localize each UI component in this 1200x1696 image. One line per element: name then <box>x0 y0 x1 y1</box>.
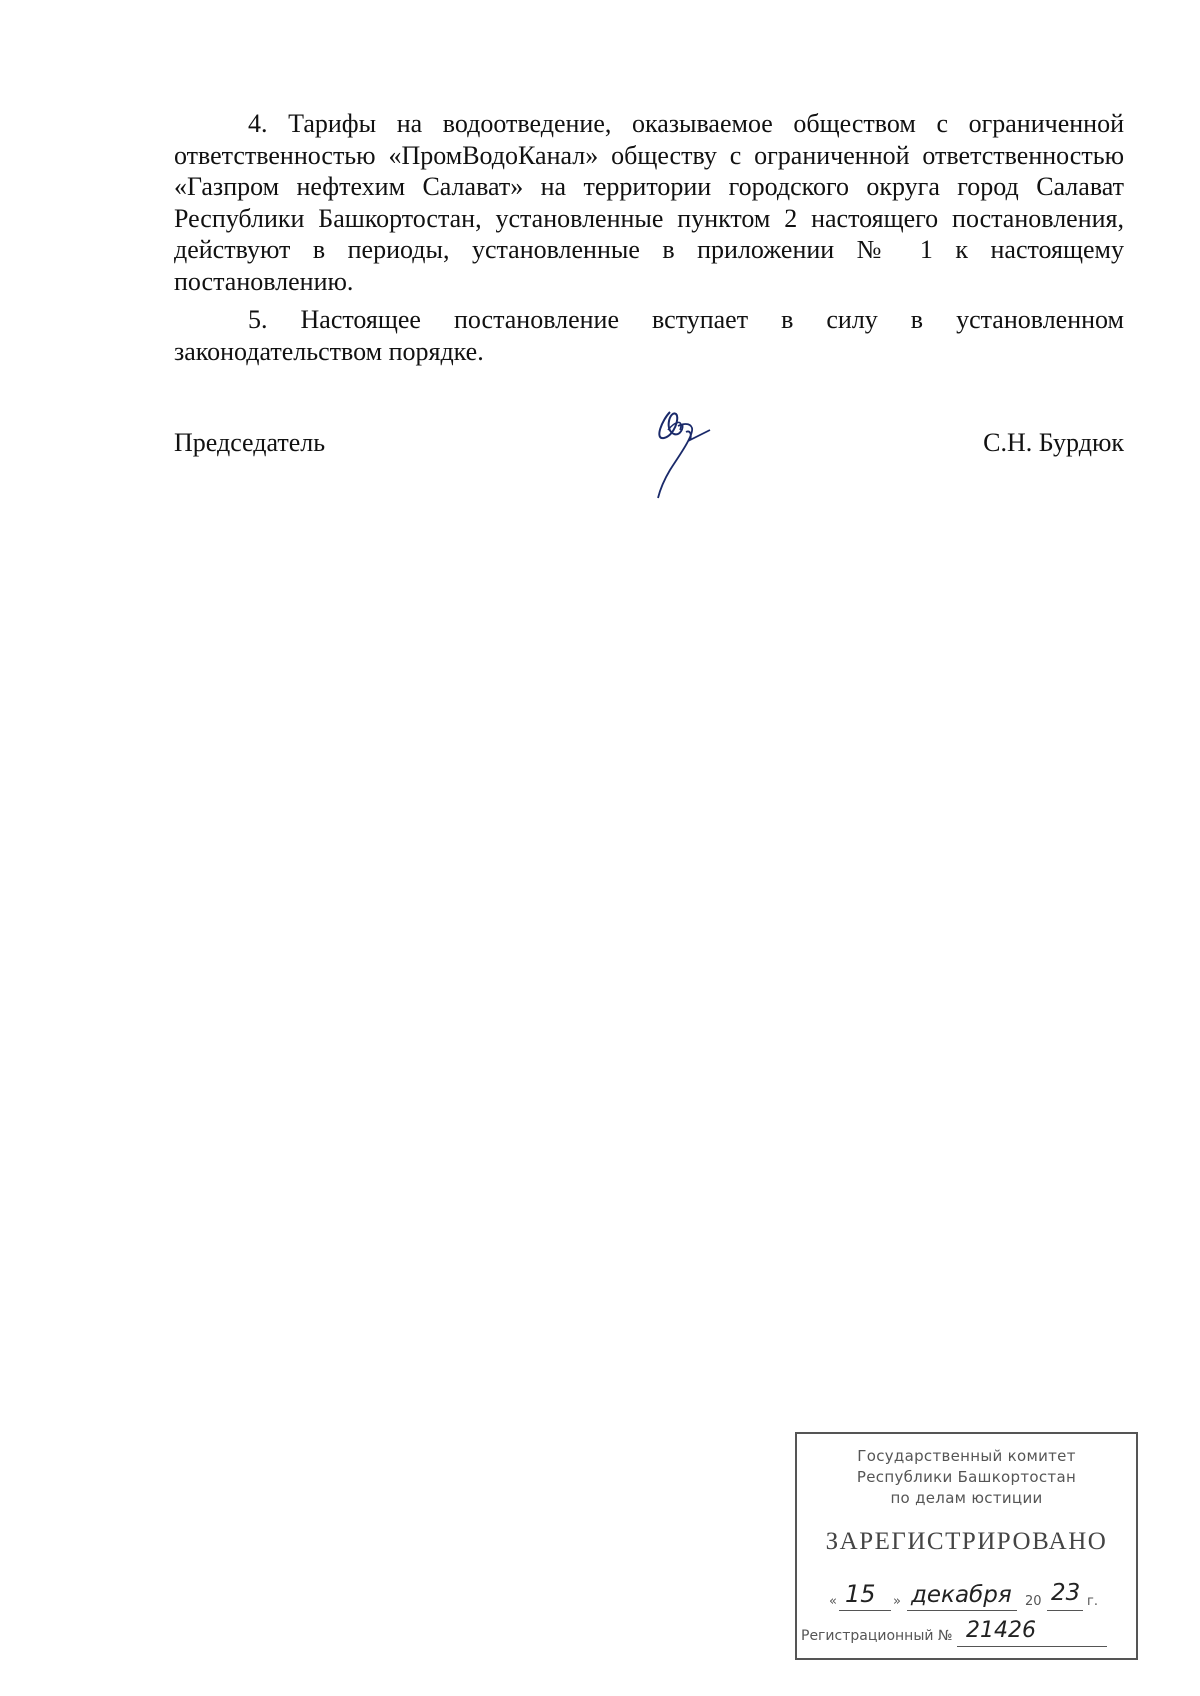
stamp-year-prefix: 20 <box>1025 1594 1042 1609</box>
stamp-month: декабря <box>911 1582 1012 1608</box>
signatory-position: Председатель <box>174 428 326 457</box>
day-underline <box>839 1610 891 1611</box>
month-underline <box>907 1610 1017 1611</box>
year-underline <box>1047 1610 1083 1611</box>
stamp-org-line: Государственный комитет <box>857 1447 1076 1465</box>
signatory-name: С.Н. Бурдюк <box>983 428 1124 457</box>
registration-stamp <box>795 1432 1138 1660</box>
stamp-close-quote: » <box>893 1594 901 1609</box>
stamp-day: 15 <box>845 1580 876 1608</box>
stamp-number: 21426 <box>966 1618 1036 1643</box>
stamp-organization <box>797 1446 1136 1509</box>
stamp-year-suffix: 23 <box>1051 1580 1081 1606</box>
paragraph-5: 5. Настоящее постановление вступает в силу в установленном законодательством порядке. <box>174 305 1124 366</box>
stamp-org-line: по делам юстиции <box>890 1489 1043 1507</box>
paragraph-4: 4. Тарифы на водоотведение, оказываемое обществом с ограниченной ответственностью «ПромВодоКанал» обществу с ограниченной ответственностью «Газпром нефтехим Салават» на территории городского округа город Салават Республики Башкортостан, установленные пунктом 2 настоящего постановления, действуют в периоды, установленные в приложении № 1 к настоящему постановлению. <box>174 109 1124 296</box>
stamp-year-unit: г. <box>1087 1594 1098 1609</box>
stamp-open-quote: « <box>829 1594 837 1609</box>
handwritten-signature-icon <box>640 400 740 500</box>
stamp-org-line: Республики Башкортостан <box>856 1468 1077 1486</box>
stamp-registered-label: ЗАРЕГИСТРИРОВАНО <box>825 1528 1108 1555</box>
number-underline <box>957 1646 1107 1647</box>
stamp-number-row <box>801 1618 1036 1644</box>
stamp-number-label: Регистрационный № <box>801 1628 953 1644</box>
stamp-date <box>829 1580 1119 1614</box>
